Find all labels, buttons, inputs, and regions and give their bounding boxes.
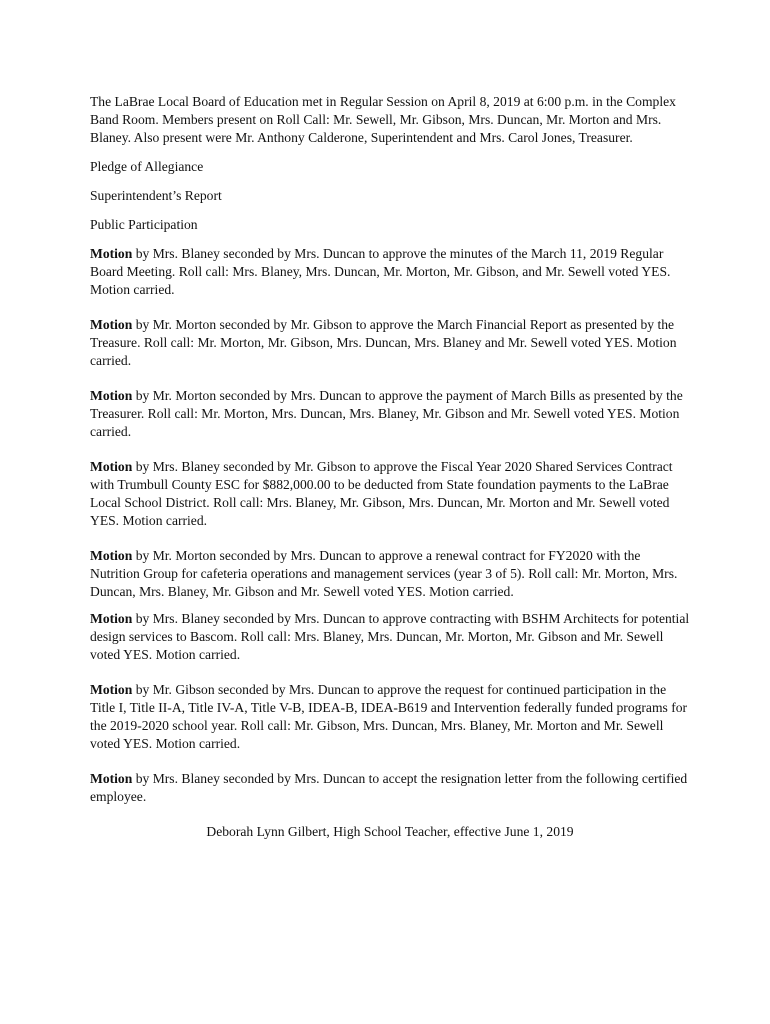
motion-paragraph-6 (90, 610, 690, 664)
motion-text-2: by Mr. Morton seconded by Mr. Gibson to approve the March Financial Report as presented by the Treasure. Roll call: Mr. Morton, Mr. Gibson, Mrs. Duncan, Mrs. Blaney and Mr. Sewell voted YES. Motion carried. (90, 317, 677, 368)
agenda-item-superintendent-report: Superintendent’s Report (90, 188, 222, 203)
motion-text-6: by Mrs. Blaney seconded by Mrs. Duncan to approve contracting with BSHM Architects for potential design services to Bascom. Roll call: Mrs. Blaney, Mrs. Duncan, Mr. Morton, Mr. Gibson and Mr. Sewell voted YES. Motion carried. (90, 611, 690, 662)
motion-label: Motion (90, 682, 133, 697)
motion-label: Motion (90, 246, 133, 261)
motion-text-4: by Mrs. Blaney seconded by Mr. Gibson to approve the Fiscal Year 2020 Shared Services Contract with Trumbull County ESC for $882,000.00 to be deducted from State foundation payments to the LaBrae Local School District. Roll call: Mrs. Blaney, Mr. Gibson, Mrs. Duncan, Mr. Morton and Mr. Sewell voted YES. Motion carried. (90, 459, 673, 528)
resignation-entry: Deborah Lynn Gilbert, High School Teacher, effective June 1, 2019 (206, 824, 574, 839)
motion-paragraph-4 (90, 458, 690, 530)
motion-paragraph-8 (90, 770, 690, 806)
document-page (90, 93, 690, 841)
motion-label: Motion (90, 317, 133, 332)
motion-paragraph-3 (90, 387, 690, 441)
motion-label: Motion (90, 459, 133, 474)
motion-label: Motion (90, 548, 133, 563)
motion-paragraph-1 (90, 245, 690, 299)
motion-paragraph-5 (90, 547, 690, 601)
motion-text-5: by Mr. Morton seconded by Mrs. Duncan to approve a renewal contract for FY2020 with the Nutrition Group for cafeteria operations and management services (year 3 of 5). Roll call: Mr. Morton, Mrs. Duncan, Mrs. Blaney, Mr. Gibson and Mr. Sewell voted YES. Motion carried. (90, 548, 678, 599)
motion-text-8: by Mrs. Blaney seconded by Mrs. Duncan to accept the resignation letter from the following certified employee. (90, 771, 688, 804)
motion-paragraph-2 (90, 316, 690, 370)
motion-text-7: by Mr. Gibson seconded by Mrs. Duncan to approve the request for continued participation in the Title I, Title II-A, Title IV-A, Title V-B, IDEA-B, IDEA-B619 and Intervention federally funded programs for the 2019-2020 school year. Roll call: Mr. Gibson, Mrs. Duncan, Mrs. Blaney, Mr. Morton and Mr. Sewell voted YES. Motion carried. (90, 682, 688, 751)
agenda-item-pledge: Pledge of Allegiance (90, 159, 204, 174)
agenda-item-public-participation: Public Participation (90, 217, 198, 232)
motion-text-1: by Mrs. Blaney seconded by Mrs. Duncan to approve the minutes of the March 11, 2019 Regular Board Meeting. Roll call: Mrs. Blaney, Mrs. Duncan, Mr. Morton, Mr. Gibson, and Mr. Sewell voted YES. Motion carried. (90, 246, 671, 297)
motion-label: Motion (90, 388, 133, 403)
motion-text-3: by Mr. Morton seconded by Mrs. Duncan to approve the payment of March Bills as presented by the Treasurer. Roll call: Mr. Morton, Mrs. Duncan, Mrs. Blaney, Mr. Gibson and Mr. Sewell voted YES. Motion carried. (90, 388, 683, 439)
intro-paragraph: The LaBrae Local Board of Education met in Regular Session on April 8, 2019 at 6:00 p.m. in the Complex Band Room. Members present on Roll Call: Mr. Sewell, Mr. Gibson, Mrs. Duncan, Mr. Morton and Mrs. Blaney. Also present were Mr. Anthony Calderone, Superintendent and Mrs. Carol Jones, Treasurer. (90, 94, 676, 145)
motion-label: Motion (90, 771, 133, 786)
motion-label: Motion (90, 611, 133, 626)
motion-paragraph-7 (90, 681, 690, 753)
